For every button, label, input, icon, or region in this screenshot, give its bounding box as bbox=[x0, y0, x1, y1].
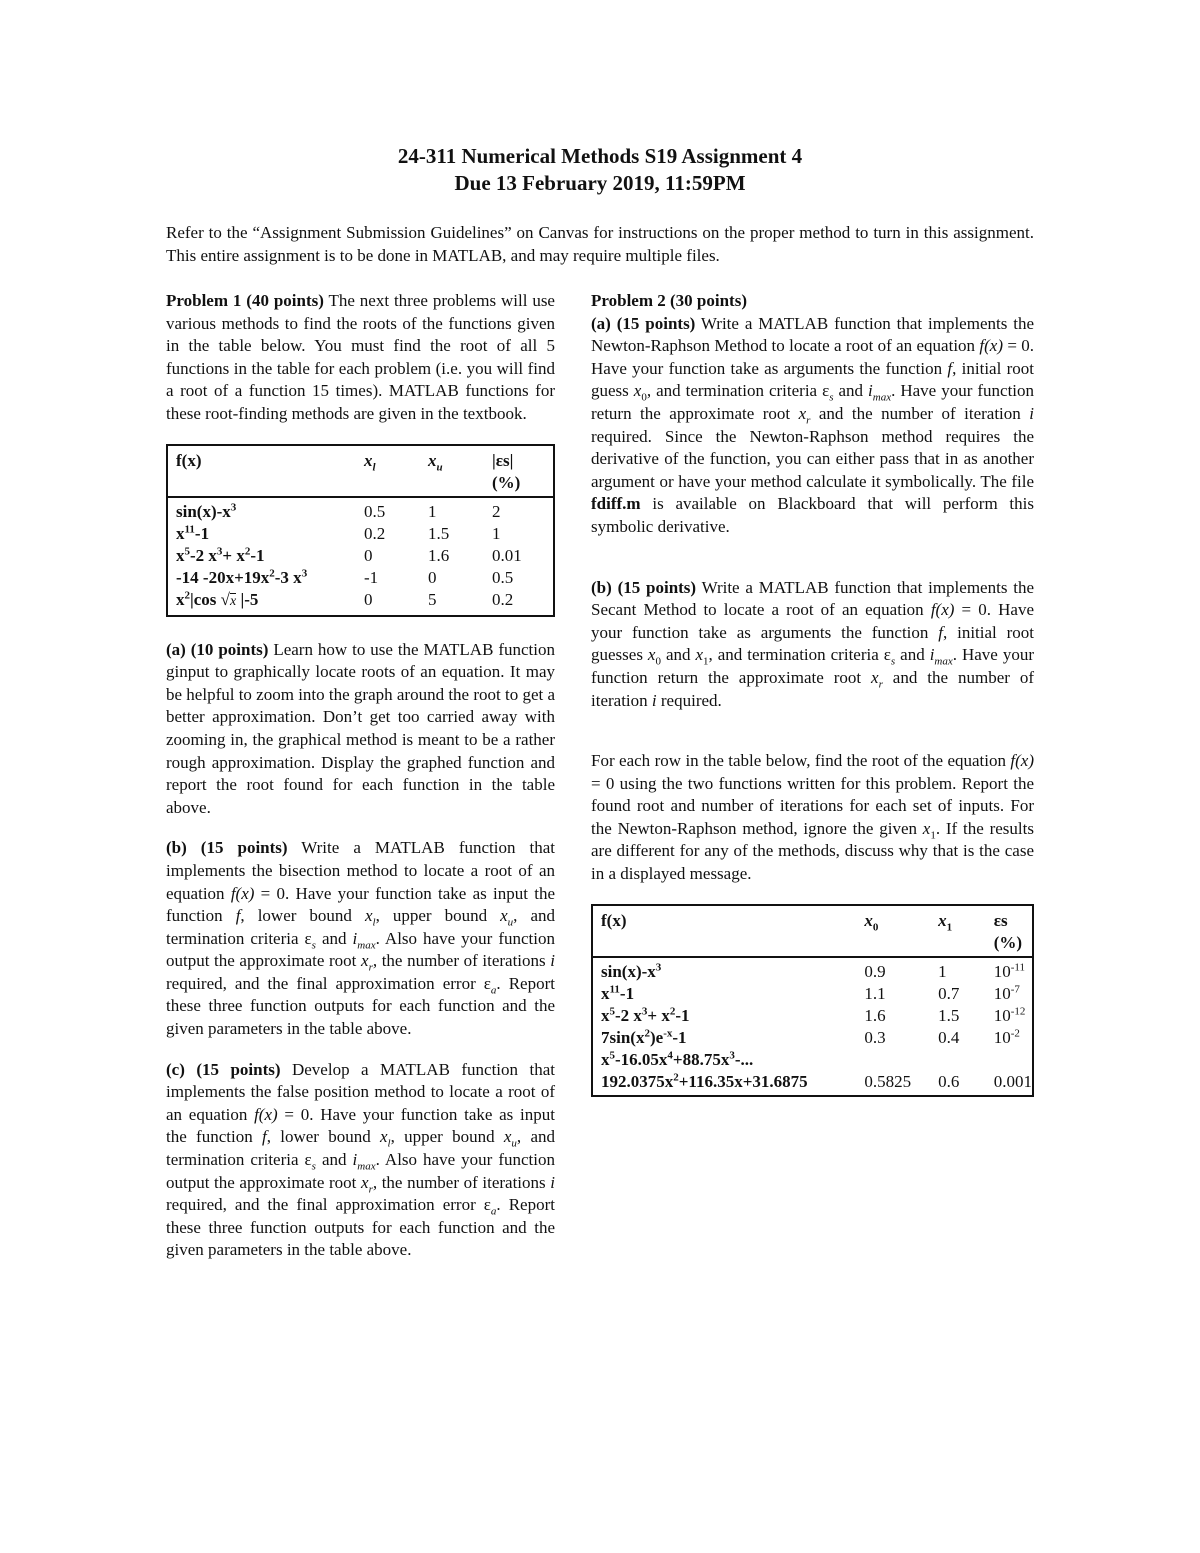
text: and the number of iteration bbox=[810, 403, 1030, 423]
xu-cell: 1.5 bbox=[428, 523, 450, 543]
x-symbol: x bbox=[361, 1172, 369, 1192]
text: required, and the final approximation error ε bbox=[166, 973, 491, 993]
fx-cell bbox=[167, 567, 356, 589]
text: , the number of iterations bbox=[372, 1172, 551, 1192]
sub: l bbox=[372, 916, 376, 929]
fx-exp: 11 bbox=[184, 522, 195, 535]
filename: fdiff.m bbox=[591, 494, 641, 514]
x1-cell: 0.4 bbox=[938, 1027, 960, 1047]
text: . Report these three function outputs for each function and the given parameters in the table above. bbox=[166, 973, 555, 1039]
es-cell: 0.5 bbox=[492, 567, 514, 587]
es-exp: -11 bbox=[1010, 961, 1026, 973]
header-x1 bbox=[930, 905, 986, 957]
text: and the number of iteration bbox=[591, 667, 1034, 710]
es-cell: 2 bbox=[492, 501, 501, 521]
es-exp: -2 bbox=[1010, 1027, 1020, 1039]
text: , and termination criteria ε bbox=[646, 381, 830, 401]
fx-cell bbox=[592, 957, 856, 983]
text: required, and the final approximation error ε bbox=[166, 1195, 491, 1215]
table-row bbox=[592, 983, 1033, 1005]
sub: r bbox=[806, 414, 811, 427]
table-row bbox=[167, 567, 554, 589]
x1-cell: 0.6 bbox=[938, 1071, 960, 1091]
sub: max bbox=[357, 939, 376, 952]
fx-text: -3 x bbox=[274, 567, 302, 587]
sub: r bbox=[878, 678, 883, 691]
es-base: 10 bbox=[993, 961, 1011, 981]
problem2-heading: Problem 2 (30 points) bbox=[591, 291, 747, 310]
i-symbol: i bbox=[868, 381, 873, 401]
x0-cell: 1.6 bbox=[864, 1005, 886, 1025]
fx-text: + x bbox=[222, 545, 245, 565]
fx-cell bbox=[167, 497, 356, 523]
fx-text: 192.0375x bbox=[601, 1071, 674, 1091]
fx-cell bbox=[592, 983, 856, 1005]
text: , upper bound bbox=[390, 1127, 504, 1147]
x-symbol: x bbox=[379, 1127, 388, 1147]
sub: u bbox=[507, 916, 514, 929]
fx-text: -1 bbox=[672, 1027, 687, 1047]
text: required. bbox=[656, 690, 722, 710]
fx-exp: 5 bbox=[184, 544, 190, 557]
table-header-row bbox=[592, 905, 1033, 957]
fx-text: -2 x bbox=[190, 545, 217, 565]
fx-text: x bbox=[176, 589, 185, 609]
es-base: 10 bbox=[993, 1005, 1011, 1025]
text: = 0 using the two functions written for this problem. Report the found root and number of iterations for each set of inputs. For the Newton-Raphson method, ignore the given bbox=[591, 773, 1034, 838]
header-es-unit: (%) bbox=[492, 472, 521, 492]
text: = 0. Have your function take as input the function bbox=[166, 883, 555, 926]
fx-cell bbox=[592, 1005, 856, 1027]
problem2a bbox=[591, 313, 1034, 539]
x1-symbol: x bbox=[938, 910, 947, 930]
problem1-table bbox=[166, 444, 555, 617]
fx-cell bbox=[592, 1049, 856, 1096]
fx-text: -1 bbox=[194, 523, 210, 543]
es-exp: -12 bbox=[1010, 1005, 1026, 1017]
table-row bbox=[167, 497, 554, 523]
intro-paragraph: Refer to the “Assignment Submission Guidelines” on Canvas for instructions on the proper method to turn in this assignment. This entire assignment is to be done in MATLAB, and may require multiple files. bbox=[166, 223, 1034, 265]
f-symbol: f bbox=[938, 622, 943, 642]
fx-text: -2 x bbox=[615, 1005, 642, 1025]
fx-text: x bbox=[601, 1005, 610, 1025]
x0-sub: 0 bbox=[872, 921, 879, 934]
text: Write a MATLAB function that implements the Newton-Raphson Method to locate a root of an equation bbox=[591, 313, 1034, 356]
text: = 0. Have your function take as arguments the function bbox=[591, 336, 1034, 378]
problem2-heading-para bbox=[591, 290, 1034, 313]
header-x0 bbox=[856, 905, 930, 957]
fx-symbol: f(x) bbox=[230, 883, 255, 903]
fx-text: x bbox=[601, 983, 610, 1003]
f-symbol: f bbox=[261, 1127, 267, 1147]
problem2-followup bbox=[591, 750, 1034, 886]
sub: u bbox=[511, 1137, 517, 1150]
header-fx: f(x) bbox=[176, 450, 202, 470]
sqrt-icon bbox=[221, 590, 237, 609]
fx-text: x bbox=[176, 523, 185, 543]
sqrt-symbol: √ bbox=[220, 589, 230, 609]
text: = 0. Have your function take as arguments the function bbox=[591, 600, 1034, 642]
fx-exp: 3 bbox=[655, 961, 662, 973]
xl-cell: 0.5 bbox=[364, 501, 386, 521]
text: . Have your function return the approximate root bbox=[591, 381, 1035, 423]
problem1c-heading: (c) (15 points) bbox=[166, 1059, 281, 1079]
problem1b-heading: (b) (15 points) bbox=[166, 838, 288, 858]
table-row bbox=[592, 1049, 1033, 1096]
es-cell bbox=[986, 1005, 1033, 1027]
f-symbol: f bbox=[947, 358, 953, 378]
fx-text: -1 bbox=[250, 545, 265, 565]
text: . If the results are different for any of the methods, discuss why that is the case in a displayed message. bbox=[591, 818, 1034, 884]
text: . Have your function return the approximate root bbox=[591, 645, 1034, 687]
problem2-table bbox=[591, 904, 1034, 1097]
text: , initial root guess bbox=[591, 358, 1034, 401]
table-header-row bbox=[167, 445, 554, 497]
xu-cell: 5 bbox=[428, 589, 437, 609]
es-cell: 0.01 bbox=[492, 545, 522, 565]
sub: 0 bbox=[641, 391, 647, 404]
sub: s bbox=[829, 391, 834, 404]
es-cell: 0.2 bbox=[492, 589, 514, 609]
table-row bbox=[167, 545, 554, 567]
table-row bbox=[592, 957, 1033, 983]
es-cell: 1 bbox=[492, 523, 501, 543]
fx-exp: -x bbox=[663, 1027, 673, 1039]
fx-text: -16.05x bbox=[615, 1049, 668, 1069]
header-xl bbox=[356, 445, 420, 497]
fx-exp: 5 bbox=[609, 1049, 615, 1061]
problem1c bbox=[166, 1059, 555, 1262]
text: , lower bound bbox=[266, 1127, 380, 1147]
xu-cell: 1 bbox=[428, 501, 437, 521]
x0-cell: 0.5825 bbox=[864, 1071, 912, 1091]
fx-text: -1 bbox=[675, 1005, 690, 1025]
table-row bbox=[592, 1027, 1033, 1049]
table-row bbox=[167, 523, 554, 545]
fx-text: -... bbox=[734, 1049, 754, 1069]
fx-exp: 3 bbox=[641, 1005, 648, 1017]
text: , the number of iterations bbox=[372, 951, 551, 971]
problem2a-heading: (a) (15 points) bbox=[591, 313, 696, 333]
fx-cell bbox=[592, 1027, 856, 1049]
xl-cell: 0 bbox=[364, 545, 373, 565]
fx-symbol: f(x) bbox=[979, 336, 1003, 356]
xl-symbol: x bbox=[364, 450, 373, 470]
es-cell bbox=[986, 957, 1033, 983]
i-symbol: i bbox=[352, 1150, 358, 1170]
fx-cell bbox=[167, 589, 356, 616]
sub: 1 bbox=[703, 655, 709, 668]
header-es bbox=[484, 445, 554, 497]
x1-sub: 1 bbox=[946, 921, 953, 934]
fx-cell bbox=[167, 523, 356, 545]
es-exp: -7 bbox=[1010, 983, 1020, 995]
x0-cell: 1.1 bbox=[864, 983, 886, 1003]
fx-exp: 3 bbox=[230, 500, 237, 513]
text: required. Since the Newton-Raphson method requires the derivative of the function, you can either pass that in as another argument or have your method calculate it symbolically. The file bbox=[591, 426, 1034, 491]
sub: a bbox=[490, 1205, 497, 1218]
problem1a bbox=[166, 639, 555, 820]
x-symbol: x bbox=[871, 667, 879, 687]
text: = 0. Have your function take as input the function bbox=[166, 1104, 555, 1147]
xl-cell: 0.2 bbox=[364, 523, 386, 543]
text: Develop a MATLAB function that implements the false position method to locate a root of an equation bbox=[166, 1059, 555, 1124]
fx-exp: 11 bbox=[609, 983, 620, 995]
page-title bbox=[0, 143, 1200, 197]
title-line-1: 24-311 Numerical Methods S19 Assignment 4 bbox=[397, 144, 803, 168]
i-symbol: i bbox=[929, 645, 935, 665]
header-es bbox=[986, 905, 1033, 957]
header-fx: f(x) bbox=[601, 910, 627, 930]
header-es-label: |εs| bbox=[492, 450, 514, 470]
fx-exp: 2 bbox=[184, 588, 190, 601]
es-base: 10 bbox=[993, 1027, 1011, 1047]
text: Write a MATLAB function that implements the Secant Method to locate a root of an equation bbox=[591, 577, 1034, 620]
fx-text: |-5 bbox=[236, 589, 259, 609]
text: and bbox=[833, 381, 869, 401]
text: . Report these three function outputs for each function and the given parameters in the table above. bbox=[166, 1195, 555, 1260]
problem2b bbox=[591, 577, 1034, 713]
x0-symbol: x bbox=[864, 910, 873, 930]
right-column bbox=[591, 290, 1034, 1097]
x-symbol: x bbox=[503, 1127, 512, 1147]
x-symbol: x bbox=[364, 906, 373, 926]
x1-cell: 1 bbox=[938, 961, 947, 981]
text: , and termination criteria ε bbox=[166, 1127, 555, 1170]
i-symbol: i bbox=[651, 690, 657, 710]
sub: r bbox=[368, 961, 373, 974]
problem1-heading: Problem 1 (40 points) bbox=[166, 291, 324, 310]
text: Write a MATLAB function that implements the bisection method to locate a root of an equation bbox=[166, 838, 555, 903]
x-symbol: x bbox=[500, 906, 508, 926]
fx-text: +88.75x bbox=[672, 1049, 730, 1069]
fx-text: sin(x)-x bbox=[601, 961, 656, 981]
fx-text: )e bbox=[649, 1027, 664, 1047]
fx-exp: 2 bbox=[669, 1005, 676, 1017]
text: . Also have your function output the approximate root bbox=[166, 1150, 555, 1192]
sub: max bbox=[872, 391, 892, 404]
sub: s bbox=[890, 655, 896, 668]
text: , and termination criteria ε bbox=[166, 906, 555, 948]
x1-cell: 0.7 bbox=[938, 983, 960, 1003]
fx-exp: 4 bbox=[667, 1049, 673, 1061]
xu-cell: 0 bbox=[428, 567, 437, 587]
xu-symbol: x bbox=[428, 450, 437, 470]
fx-exp: 3 bbox=[216, 544, 223, 557]
text: For each row in the table below, find the root of the equation bbox=[591, 751, 1011, 771]
sub: max bbox=[934, 655, 953, 668]
sqrt-arg: x bbox=[230, 593, 237, 609]
fx-text: x bbox=[601, 1049, 610, 1069]
sub: 1 bbox=[930, 829, 936, 842]
text: is available on Blackboard that will perform this symbolic derivative. bbox=[591, 494, 1034, 536]
fx-text: x bbox=[176, 545, 185, 565]
table-row bbox=[167, 589, 554, 616]
text: , upper bound bbox=[375, 906, 501, 926]
problem1b bbox=[166, 837, 555, 1040]
es-cell bbox=[986, 1027, 1033, 1049]
table-row bbox=[592, 1005, 1033, 1027]
problem2b-heading: (b) (15 points) bbox=[591, 577, 697, 597]
text: . Also have your function output the approximate root bbox=[166, 928, 555, 971]
i-symbol: i bbox=[352, 928, 358, 948]
x-symbol: x bbox=[798, 403, 807, 423]
fx-exp: 2 bbox=[244, 544, 251, 557]
x-symbol: x bbox=[633, 381, 642, 401]
f-symbol: f bbox=[235, 906, 241, 926]
fx-text: -1 bbox=[619, 983, 635, 1003]
i-symbol: i bbox=[550, 1172, 555, 1192]
text: and bbox=[895, 645, 930, 665]
fx-text: sin(x)-x bbox=[176, 501, 231, 521]
text: , initial root guesses bbox=[591, 622, 1035, 665]
fx-cell bbox=[167, 545, 356, 567]
x0-cell: 0.9 bbox=[864, 961, 886, 981]
problem1a-text: Learn how to use the MATLAB function ginput to graphically locate roots of an equation. It may be helpful to zoom into the graph around the root to get a better approximation. Don’t get too carried away with zooming in, the graphical method is meant to be a rather rough approximation. Display the graphed function and report the root found for each function in the table above. bbox=[166, 639, 556, 817]
fx-exp: 2 bbox=[644, 1027, 650, 1039]
fx-exp: 2 bbox=[269, 566, 275, 579]
fx-symbol: f(x) bbox=[930, 600, 955, 620]
sub: a bbox=[490, 984, 497, 997]
spacer bbox=[591, 730, 1034, 750]
fx-symbol: f(x) bbox=[1010, 751, 1034, 771]
fx-text: + x bbox=[647, 1005, 670, 1025]
x-symbol: x bbox=[647, 645, 656, 665]
es-cell bbox=[986, 1049, 1033, 1096]
i-symbol: i bbox=[1029, 403, 1034, 423]
problem1a-heading: (a) (10 points) bbox=[166, 639, 269, 659]
text: and bbox=[315, 1150, 353, 1170]
fx-text: +116.35x+31.6875 bbox=[678, 1071, 808, 1091]
problem1-intro bbox=[166, 290, 555, 426]
text: and bbox=[315, 928, 353, 948]
es-cell bbox=[986, 983, 1033, 1005]
es-base: 0.001 bbox=[993, 1071, 1032, 1091]
text: , lower bound bbox=[240, 906, 365, 926]
left-column bbox=[166, 290, 555, 1280]
text: and bbox=[660, 645, 696, 665]
sub: l bbox=[387, 1137, 391, 1150]
x-symbol: x bbox=[361, 951, 369, 971]
header-es-unit: (%) bbox=[993, 932, 1023, 952]
x-symbol: x bbox=[922, 818, 931, 838]
i-symbol: i bbox=[550, 951, 555, 971]
sub: s bbox=[311, 939, 316, 952]
xu-cell: 1.6 bbox=[428, 545, 450, 565]
fx-exp: 2 bbox=[673, 1071, 679, 1083]
fx-text: -14 -20x+19x bbox=[176, 567, 270, 587]
fx-text: 7sin(x bbox=[601, 1027, 645, 1047]
spacer bbox=[591, 557, 1034, 577]
fx-exp: 3 bbox=[729, 1049, 735, 1061]
sub: max bbox=[357, 1160, 376, 1173]
xl-cell: 0 bbox=[364, 589, 373, 609]
sub: 0 bbox=[655, 655, 661, 668]
xu-sub: u bbox=[436, 460, 443, 473]
fx-symbol: f(x) bbox=[254, 1104, 278, 1124]
sub: r bbox=[368, 1183, 373, 1196]
problem1-text: The next three problems will use various methods to find the roots of the functions given in the table below. You must find the root of all 5 functions in the table for each problem (i.e. you will find a root of a function 15 times). MATLAB functions for these root-finding methods are given in the textbook. bbox=[166, 291, 555, 423]
es-base: 10 bbox=[993, 983, 1011, 1003]
header-xu bbox=[420, 445, 484, 497]
fx-exp: 3 bbox=[301, 566, 308, 579]
xl-sub: l bbox=[372, 460, 376, 473]
header-es-label: εs bbox=[993, 910, 1008, 930]
sub: s bbox=[311, 1160, 316, 1173]
title-line-2: Due 13 February 2019, 11:59PM bbox=[454, 171, 746, 195]
x-symbol: x bbox=[695, 645, 704, 665]
xl-cell: -1 bbox=[364, 567, 379, 587]
x1-cell: 1.5 bbox=[938, 1005, 960, 1025]
fx-text: |cos bbox=[190, 589, 221, 609]
x0-cell: 0.3 bbox=[864, 1027, 886, 1047]
text: , and termination criteria ε bbox=[708, 645, 891, 665]
fx-exp: 5 bbox=[609, 1005, 615, 1017]
